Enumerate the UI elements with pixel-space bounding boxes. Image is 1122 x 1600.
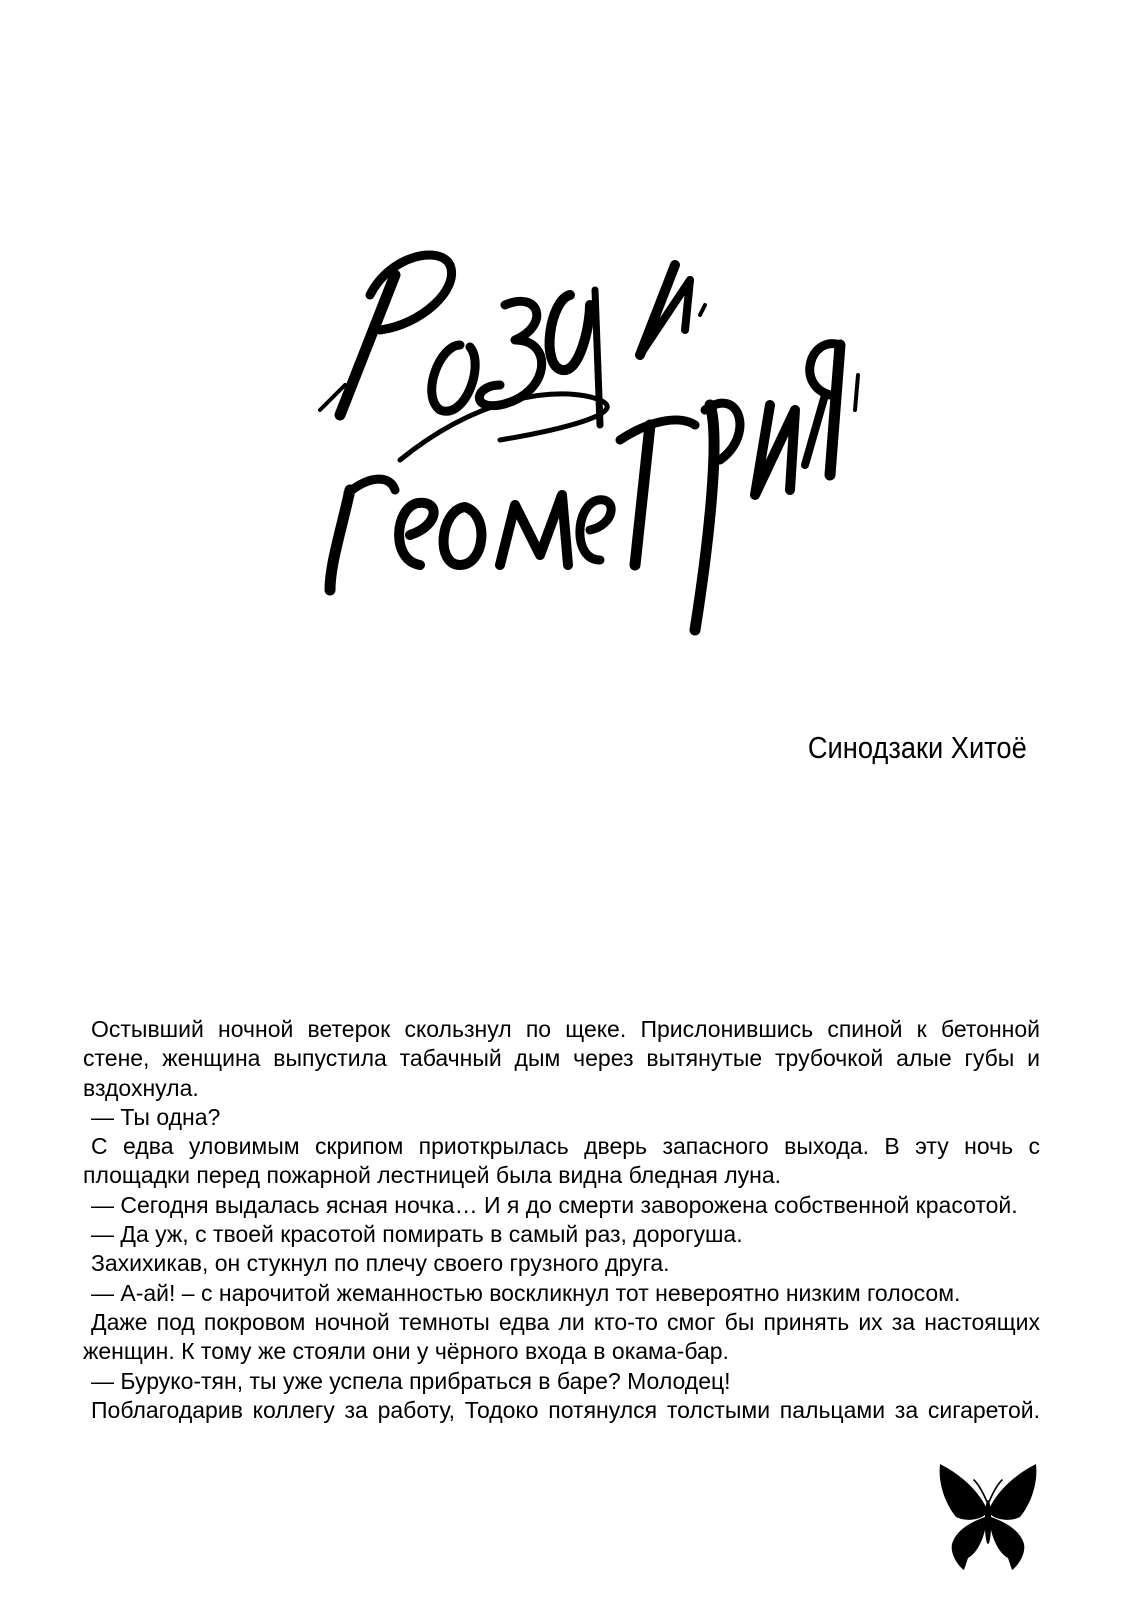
story-paragraph: Захихикав, он стукнул по плечу своего грузного друга. bbox=[91, 1250, 670, 1277]
story-paragraph: Остывший ночной ветерок скользнул по щеке. Прислонившись спиной к бетонной стене, женщина выпустила табачный дым через вытянутые трубочкой алые губы и вздохнула. bbox=[83, 1016, 1040, 1101]
story-paragraph: С едва уловимым скрипом приоткрылась дверь запасного выхода. В эту ночь с площадки перед пожарной лестницей была видна бледная луна. bbox=[83, 1133, 1040, 1189]
story-paragraph: Даже под покровом ночной темноты едва ли кто-то смог бы принять их за настоящих женщин. К тому же стояли они у чёрного входа в окама-бар. bbox=[83, 1308, 1040, 1365]
story-text bbox=[83, 1015, 1040, 1425]
story-paragraph: — Да уж, с твоей красотой помирать в самый раз, дорогуша. bbox=[91, 1221, 743, 1248]
story-paragraph: — А-ай! – с нарочитой жеманностью воскликнул тот невероятно низким голосом. bbox=[91, 1279, 961, 1306]
butterfly-icon bbox=[936, 1462, 1040, 1572]
story-paragraph: Поблагодарив коллегу за работу, Тодоко потянулся толстыми пальцами за сигаретой. bbox=[91, 1396, 1040, 1423]
author-name: Синодзаки Хитоё bbox=[808, 730, 1027, 765]
story-paragraph: — Сегодня выдалась ясная ночка… И я до смерти заворожена собственной красотой. bbox=[91, 1191, 1018, 1218]
story-paragraph: — Буруко-тян, ты уже успела прибраться в баре? Молодец! bbox=[91, 1367, 731, 1394]
title-calligraphy bbox=[300, 235, 860, 635]
title-calligraphy-art bbox=[300, 235, 860, 635]
story-paragraph: — Ты одна? bbox=[91, 1103, 221, 1130]
